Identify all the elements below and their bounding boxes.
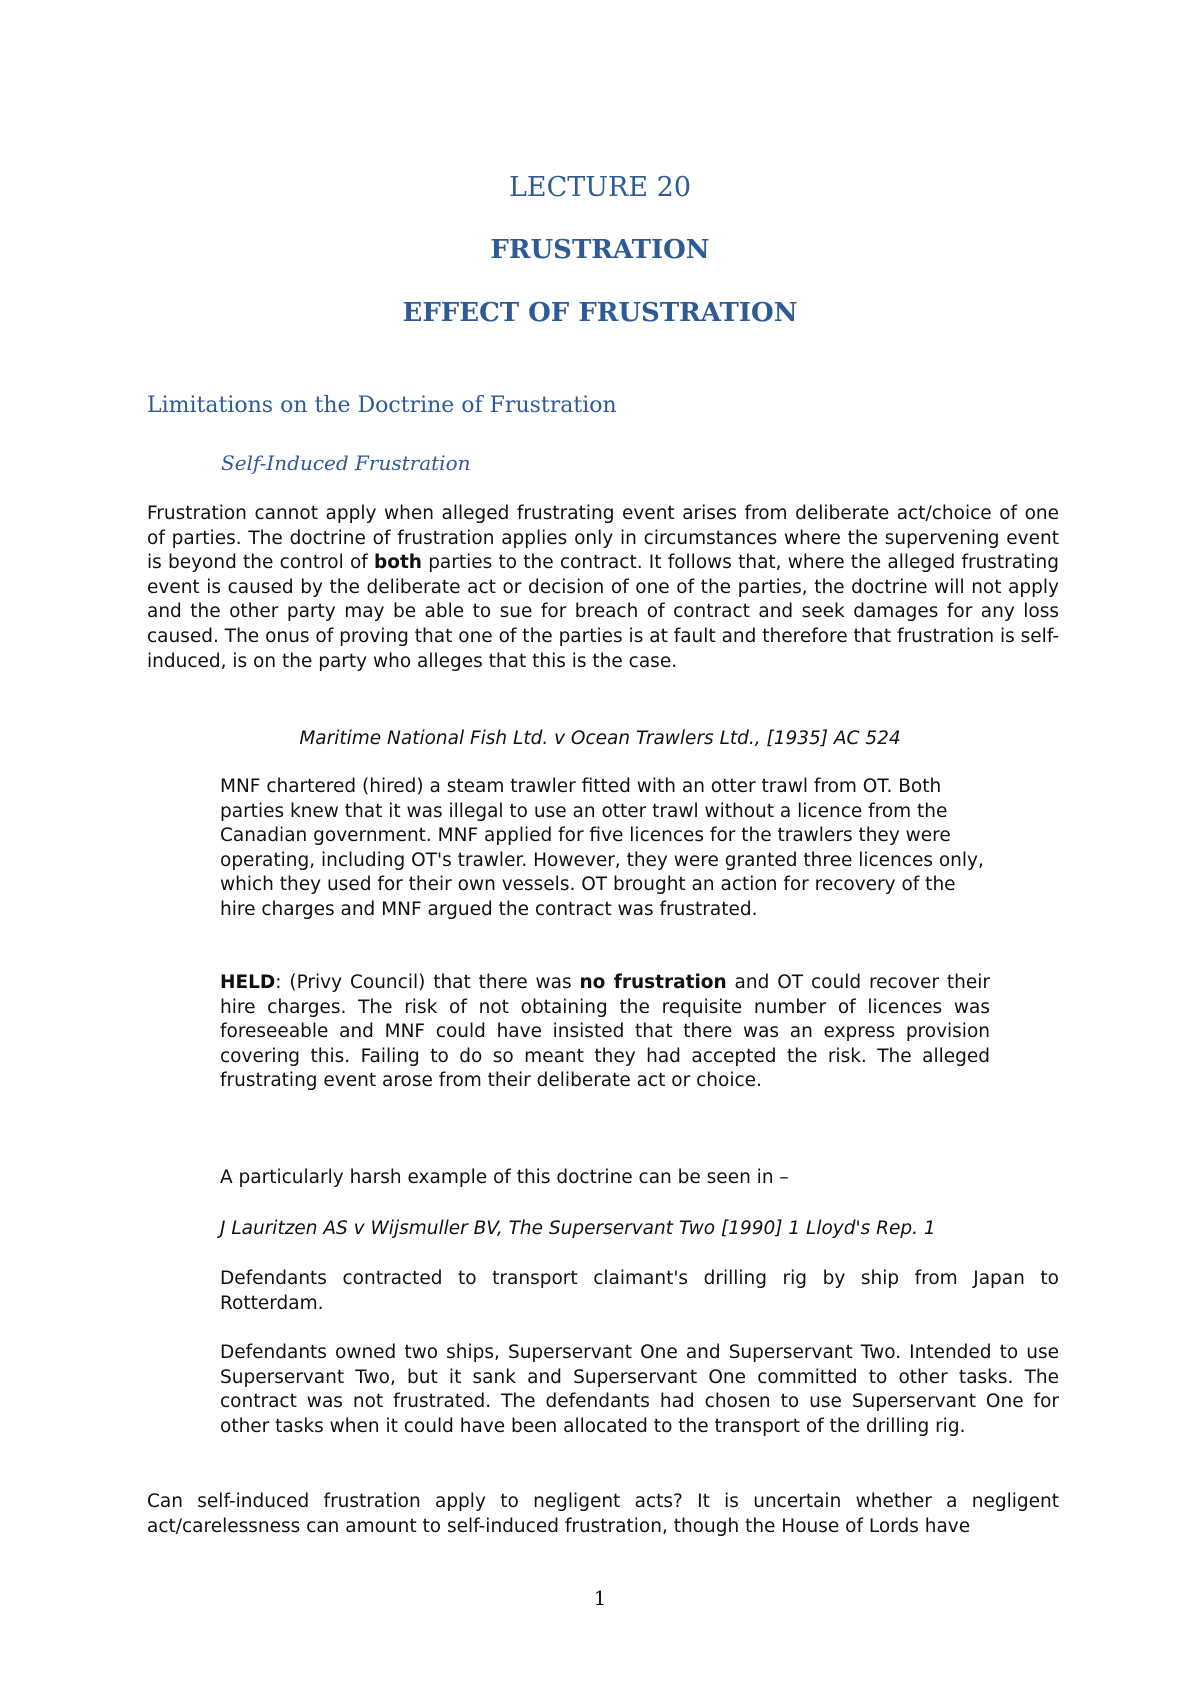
section-heading: Limitations on the Doctrine of Frustration	[147, 393, 617, 418]
paragraph-superservant-detail: Defendants owned two ships, Superservant One and Superservant Two. Intended to use Superservant Two, but it sank and Superservant One committed to other tasks. The contract was not frustrated. The defendants had chosen to use Superservant One for other tasks when it could have been allocated to the transport of the drilling rig.	[220, 1342, 1059, 1437]
paragraph-intro-text-a: Frustration cannot apply when alleged frustrating event arises from deliberate act/choice of one of parties. The doctrine of frustration applies only in circumstances where the supervening event is beyond the control of	[147, 503, 1059, 574]
paragraph-intro-bold: both	[374, 552, 422, 574]
held-bold: no frustration	[579, 972, 727, 993]
document-title: FRUSTRATION	[490, 235, 710, 265]
document-subtitle: EFFECT OF FRUSTRATION	[402, 298, 798, 328]
paragraph-intro-text-b: parties to the contract. It follows that, where the alleged frustrating event is caused by the deliberate act or decision of one of the parties, the doctrine will not apply and the other party may be able to sue for breach of contract and seek damages for any loss caused. The onus of proving that one of the parties is at fault and therefore that frustration is self-induced, is on the party who alleges that this is the case.	[147, 552, 1059, 672]
case-citation-superservant: J Lauritzen AS v Wijsmuller BV, The Superservant Two [1990] 1 Lloyd's Rep. 1	[220, 1218, 936, 1239]
case-citation-maritime: Maritime National Fish Ltd. v Ocean Trawlers Ltd., [1935] AC 524	[299, 728, 901, 749]
paragraph-negligent-acts: Can self-induced frustration apply to negligent acts? It is uncertain whether a negligent act/carelessness can amount to self-induced frustration, though the House of Lords have	[147, 1491, 1059, 1537]
held-text-a: : (Privy Council) that there was	[275, 972, 580, 993]
section-subheading: Self-Induced Frustration	[221, 451, 471, 475]
held-label: HELD	[220, 972, 276, 993]
lecture-number: LECTURE 20	[508, 172, 692, 203]
paragraph-superservant-facts: Defendants contracted to transport claimant's drilling rig by ship from Japan to Rotterdam.	[220, 1268, 1059, 1314]
paragraph-harsh-example: A particularly harsh example of this doctrine can be seen in –	[220, 1167, 789, 1188]
paragraph-intro	[147, 502, 1059, 674]
page-number: 1	[593, 1586, 607, 1610]
paragraph-held	[220, 971, 990, 1094]
held-text-b: and OT could recover their hire charges. The risk of not obtaining the requisite number of licences was foreseeable and MNF could have insisted that there was an express provision covering this. Failing to do so meant they had accepted the risk. The alleged frustrating event arose from their deliberate act or choice.	[220, 972, 990, 1092]
paragraph-case-facts: MNF chartered (hired) a steam trawler fitted with an otter trawl from OT. Both parties knew that it was illegal to use an otter trawl without a licence from the Canadian government. MNF applied for five licences for the trawlers they were operating, including OT's trawler. However, they were granted three licences only, which they used for their own vessels. OT brought an action for recovery of the hire charges and MNF argued the contract was frustrated.	[220, 776, 984, 920]
